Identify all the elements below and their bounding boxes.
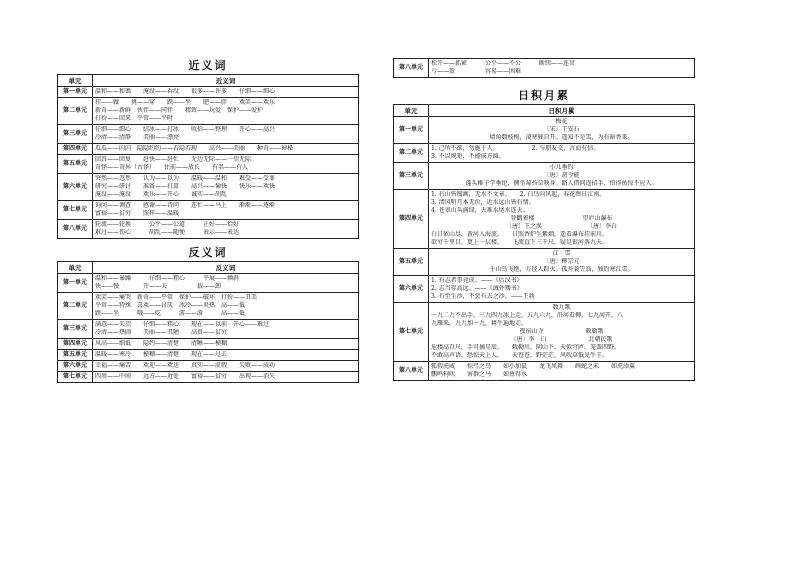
unit-label: 第三单元 (394, 163, 429, 190)
content-line: 1. 有山皆图画，无水不文章。 2. 白鸟向风起，春花煦日江南。 (431, 191, 606, 198)
table-row (58, 87, 359, 98)
content-line: 夜宿山寺 敕勒歌 (519, 328, 604, 335)
table-row (394, 190, 695, 249)
unit-label: 第八单元 (58, 220, 93, 239)
right-page (393, 58, 695, 381)
table-row (58, 293, 359, 320)
unit-label: 第八单元 (394, 362, 429, 381)
content-line: 小儿垂钓 (549, 164, 574, 171)
content-line: 〔宋〕王安石 (543, 126, 580, 133)
content-line: 〔唐〕李 白 北朝民歌 (510, 336, 613, 343)
content-line: 冷清——清静 美丽——漂亮 (95, 134, 180, 141)
content-line: 墙角数枝梅，凌寒独自开。遥知不是雪，为有暗香来。 (489, 134, 634, 141)
table-row (58, 155, 359, 174)
content-line: 平常——特殊 喜欢——讨厌 冰冷——炎热 高——低 (95, 302, 246, 309)
row-content (429, 163, 695, 190)
synonym-header-content: 近义词 (93, 75, 359, 87)
row-content (93, 174, 359, 201)
unit-label: 第二单元 (58, 293, 93, 320)
content-line: 幸福——痛苦 欢迎——欢送 真实——虚假 失败——成功 (95, 362, 276, 369)
row-content (93, 144, 359, 155)
row-content (93, 293, 359, 320)
synonym-table (57, 74, 359, 239)
unit-label: 第二单元 (58, 98, 93, 125)
content-line: 千山鸟飞绝，万径人踪灭。孤舟蓑笠翁，独钓寒江雪。 (489, 266, 634, 273)
content-line: 〔唐〕胡令能 (543, 172, 580, 179)
table-row (394, 163, 695, 190)
row-content (93, 350, 359, 361)
row-content (429, 249, 695, 276)
antonym-header-unit: 单元 (58, 262, 93, 274)
content-line: 一九二九不出手，三九四九冰上走，五九六九，沿河看柳，七九河开，八 (431, 312, 624, 319)
content-line: 突然——忽然 认为——以为 温暖——温和 难受——受罪 (95, 175, 276, 182)
content-line: 1. 己所不欲，勿施于人。 2. 与朋友交，言而有信。 (431, 145, 600, 152)
row-content (93, 201, 359, 220)
content-line: 欢笑——痛哭 新奇——平常 保护——破坏 打扮——丑美 (95, 294, 258, 301)
table-row (58, 201, 359, 220)
table-row (58, 361, 359, 372)
row-content (429, 276, 695, 303)
content-line: 四周——中间 远方——近处 富裕——贫穷 出现——消失 (95, 373, 276, 380)
row-content (429, 362, 695, 381)
content-line: 狐假虎威 惊弓之鸟 如小加鼠 龙飞凤舞 画蛇之未 如虎添翼 (431, 363, 636, 370)
content-line: 3. 不以规矩，不能成方圆。 (431, 153, 505, 160)
unit-label: 第三单元 (58, 125, 93, 144)
content-line: 4. 苍翠山头满绿，天难水尾水连天。 (431, 207, 529, 214)
left-page (57, 58, 359, 383)
unit-label: 第八单元 (394, 59, 429, 78)
content-line: 3. 清风明月本无价，近水远山皆有情。 (431, 199, 535, 206)
antonym-table (57, 261, 359, 383)
row-content (93, 98, 359, 125)
content-line: 风高——细低 隐约——清楚 清晰——模糊 (95, 340, 228, 347)
content-line: 打扮——回来 平常——平时 (95, 115, 174, 122)
content-line: 仔细——细心 结冰——打冰 收拾——整理 开心——高兴 (95, 126, 276, 133)
antonym-title: 反义词 (188, 246, 228, 259)
table-row (58, 350, 359, 361)
row-content (429, 144, 695, 163)
table-row (58, 339, 359, 350)
content-line: 亏——盈 容易——困难 (431, 68, 522, 75)
table-row (394, 362, 695, 381)
content-line: 〔唐〕柳宗元 (543, 258, 580, 265)
synonym-header-unit: 单元 (58, 75, 93, 87)
content-line: 跌——坐 哦——吃 游——游 高——低 (95, 310, 246, 317)
unit-label: 第六单元 (58, 361, 93, 372)
content-line: 蓬头稚子学垂纶，侧坐莓苔草映身。路人借问遥招手，怕得鱼惊不应人。 (465, 180, 658, 187)
unit-label: 第六单元 (394, 276, 429, 303)
unit-label: 第七单元 (58, 372, 93, 383)
unit-label: 第七单元 (394, 303, 429, 362)
table-row (394, 144, 695, 163)
content-line: 询问——调查 感谢——诗问 连忙——马上 渐渐——逐渐 (95, 202, 276, 209)
unit-label: 第五单元 (58, 350, 93, 361)
content-line: 淹没——淹没 欢乐——开心 诚实——胡乱 (95, 191, 228, 198)
accumulation-title: 日积月累 (518, 89, 570, 102)
content-line: 梅花 (555, 118, 568, 125)
row-content (93, 274, 359, 293)
row-content (93, 320, 359, 339)
content-line: 温和——和蔼 淹没——吞没 很多——许多 仔细——细心 (95, 88, 276, 95)
content-line: 江 雪 (552, 250, 571, 257)
row-content (429, 117, 695, 144)
table-row (394, 117, 695, 144)
table-row (394, 249, 695, 276)
table-row (58, 320, 359, 339)
table-row (58, 220, 359, 239)
unit-label: 第七单元 (58, 201, 93, 220)
content-line: 回答——回复 赶快——赶忙 无边无际——一望无际 (95, 156, 252, 163)
accumulation-table (393, 104, 695, 381)
accumulation-header-unit: 单元 (394, 105, 429, 117)
content-line: 3. 有至生沙，不尝有去之沙。——王勃 (431, 293, 535, 300)
antonym-continued-table (393, 58, 695, 78)
content-line: 新奇——新鲜 伙伴——同伴 精致——玩爱 保护——爱护 (95, 107, 264, 114)
table-row (394, 303, 695, 362)
unit-label: 第五单元 (394, 249, 429, 276)
row-content (93, 372, 359, 383)
content-line: 数九歌 (552, 304, 571, 311)
row-content (93, 361, 359, 372)
row-content (93, 155, 359, 174)
content-line: 2. 志当存高远。——《诫外甥书》 (431, 285, 523, 292)
table-row (58, 125, 359, 144)
table-row (58, 372, 359, 383)
table-row (58, 174, 359, 201)
table-row (394, 59, 695, 78)
unit-label: 第六单元 (58, 174, 93, 201)
content-line: 温和——暴躁 仔细——粗心 平展——倾斜 (95, 275, 240, 282)
content-line: 富裕——贫穷 照样——温暖 (95, 210, 180, 217)
content-line: 1. 有志者事竟成。——《后汉书》 (431, 277, 523, 284)
content-line: 鹏鸣狗吠 害群之马 如鱼得水 (431, 371, 528, 378)
accumulation-header-content: 日积月累 (429, 105, 695, 117)
content-line: 不敢高声语，恐惊天上人。 天苍苍，野茫茫，风吹草低见牛羊。 (431, 352, 609, 359)
unit-label: 第一单元 (58, 87, 93, 98)
content-line: 奇怪——奇异（古怪） 往前——放长 有名——有人 (95, 164, 249, 171)
content-line: 登鹳雀楼 望庐山瀑布 (510, 215, 613, 222)
row-content (429, 303, 695, 362)
table-row (58, 274, 359, 293)
content-line: 冷清——热闹 美丽——丑陋 高贵——贫穷 (95, 329, 228, 336)
antonym-header-content: 反义词 (93, 262, 359, 274)
synonym-title: 近义词 (188, 59, 228, 72)
unit-label: 第二单元 (394, 144, 429, 163)
unit-label: 第三单元 (58, 320, 93, 339)
content-line: 难过——伤心 胡乱——随便 表示——表达 (95, 229, 240, 236)
row-content (93, 87, 359, 98)
unit-label: 第一单元 (394, 117, 429, 144)
table-row (58, 144, 359, 155)
unit-label: 第四单元 (58, 339, 93, 350)
content-line: 危楼高百尺，手可摘星辰。 敕勒川，阴山下。天似穹庐，笼盖四野。 (431, 344, 621, 351)
content-line: 九雁来，九九加一九，耕牛遍地走。 (431, 320, 528, 327)
row-content (93, 220, 359, 239)
content-line: 轮流——轮换 公平——公道 正好——恰好 (95, 221, 240, 228)
content-line: 研究——研讨 准备——打算 高兴——愉快 快乐——欢快 (95, 183, 276, 190)
content-line: 满意——失望 仔细——粗心 现在——以前 开心——难过 (95, 321, 270, 328)
content-line: 松开——抓紧 公平——不公 断续——连贯 (431, 60, 576, 67)
content-line: 挂——做 挑——穿 跌——坐 肥——胖 欢笑——欢乐 (95, 99, 276, 106)
table-row (58, 98, 359, 125)
content-line: 温暖——寒冷 模糊——清楚 现在——过去 (95, 351, 228, 358)
content-line: 瓜瓜——闪闪 隐隐约约——若隐若现 高兴——美丽 种奇——神秘 (95, 145, 294, 152)
content-line: 白日依山尽，黄河入海流。 日照香炉生紫烟，遥看瀑布挂前川。 (431, 231, 609, 238)
unit-label: 第四单元 (394, 190, 429, 249)
row-content (93, 125, 359, 144)
content-line: 欲穷千里目，更上一层楼。 飞流直下三千尺，疑是银河落九天。 (431, 239, 609, 246)
row-content (93, 339, 359, 350)
content-line: 〔唐〕王之涣 〔唐〕李白 (505, 223, 617, 230)
content-line: 快——慢 开——关 载——卸 (95, 283, 222, 290)
row-content (429, 190, 695, 249)
unit-label: 第一单元 (58, 274, 93, 293)
unit-label: 第五单元 (58, 155, 93, 174)
table-row (394, 276, 695, 303)
unit-label: 第四单元 (58, 144, 93, 155)
